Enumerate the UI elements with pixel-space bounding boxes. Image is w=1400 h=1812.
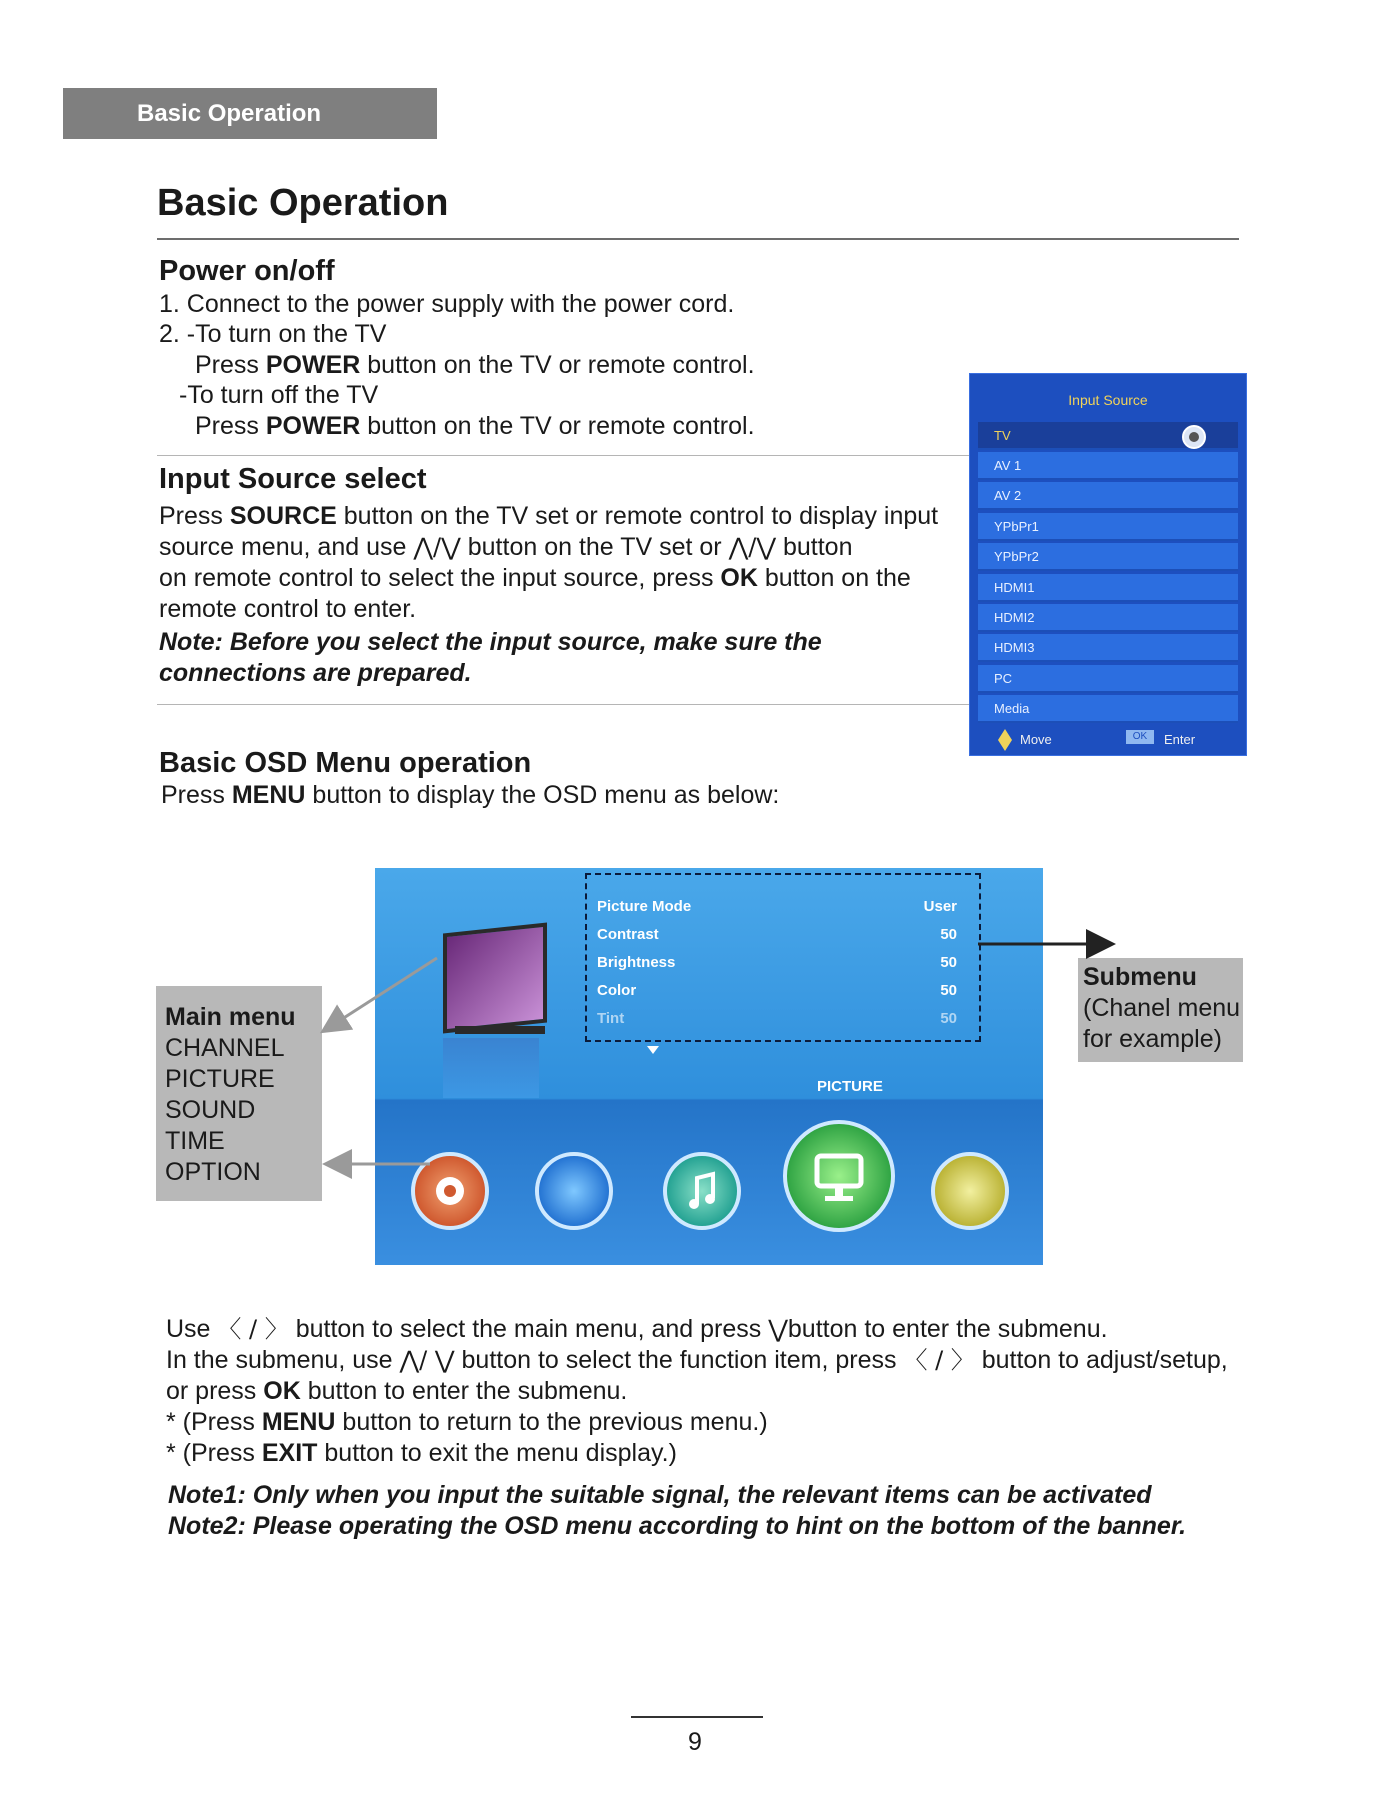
submenu-line-1: (Chanel menu — [1083, 994, 1241, 1022]
input-heading: Input Source select — [159, 463, 427, 495]
osd-line-1: Press MENU button to display the OSD menu as below: — [161, 781, 780, 809]
power-line-2: 2. -To turn on the TV — [159, 320, 387, 348]
source-item-ypbpr1[interactable]: YPbPr1 — [978, 513, 1238, 541]
main-menu-item: SOUND — [165, 1096, 256, 1124]
power-on-instruction: Press POWER button on the TV or remote control. — [195, 351, 755, 379]
section-tab-label: Basic Operation — [137, 100, 322, 127]
main-menu-item: PICTURE — [165, 1065, 275, 1093]
source-item-pc[interactable]: PC — [978, 665, 1238, 693]
input-line-4: remote control to enter. — [159, 595, 417, 623]
submenu-line-2: for example) — [1083, 1025, 1222, 1053]
submenu-title: Submenu — [1083, 963, 1197, 991]
submenu-row-picture-mode[interactable]: Picture Mode User — [597, 898, 957, 915]
power-heading: Power on/off — [159, 255, 335, 287]
source-item-hdmi3[interactable]: HDMI3 — [978, 634, 1238, 662]
move-label: Move — [1020, 732, 1052, 747]
source-item-tv[interactable]: TV — [978, 422, 1238, 450]
main-menu-title: Main menu — [165, 1003, 296, 1031]
page-title: Basic Operation — [157, 182, 449, 224]
source-item-ypbpr2[interactable]: YPbPr2 — [978, 543, 1238, 571]
submenu-row-brightness[interactable]: Brightness 50 — [597, 954, 957, 971]
input-source-title: Input Source — [1068, 392, 1148, 408]
enter-label: Enter — [1164, 732, 1196, 747]
instruction-line-3: or press OK button to enter the submenu. — [166, 1377, 628, 1405]
source-item-av1[interactable]: AV 1 — [978, 452, 1238, 480]
submenu-row-color[interactable]: Color 50 — [597, 982, 957, 999]
osd-caption: PICTURE — [817, 1078, 883, 1095]
power-line-4: -To turn off the TV — [179, 381, 379, 409]
main-menu-item: OPTION — [165, 1158, 261, 1186]
instruction-line-5: * (Press EXIT button to exit the menu display.) — [166, 1439, 677, 1467]
instruction-line-4: * (Press MENU button to return to the previous menu.) — [166, 1408, 768, 1436]
page-number-rule — [631, 1716, 763, 1718]
osd-heading: Basic OSD Menu operation — [159, 747, 532, 779]
input-note-2: connections are prepared. — [159, 659, 472, 687]
source-item-hdmi1[interactable]: HDMI1 — [978, 574, 1238, 602]
input-line-3: on remote control to select the input source, press OK button on the — [159, 564, 911, 592]
source-item-media[interactable]: Media — [978, 695, 1238, 723]
source-item-hdmi2[interactable]: HDMI2 — [978, 604, 1238, 632]
instruction-line-1: Use 〈 / 〉 button to select the main menu, and press ⋁button to enter the submenu. — [166, 1315, 1108, 1343]
main-menu-arrow-top — [325, 958, 437, 1030]
main-menu-item: TIME — [165, 1127, 225, 1155]
page-number: 9 — [688, 1728, 702, 1756]
instruction-line-2: In the submenu, use ⋀/ ⋁ button to select the function item, press 〈 / 〉 button to adjust/setup, — [166, 1346, 1228, 1374]
note-1: Note1: Only when you input the suitable signal, the relevant items can be activated — [168, 1481, 1152, 1509]
main-menu-item: CHANNEL — [165, 1034, 285, 1062]
submenu-row-contrast[interactable]: Contrast 50 — [597, 926, 957, 943]
ok-key-icon: OK — [1126, 730, 1154, 744]
input-note-1: Note: Before you select the input source, make sure the — [159, 628, 822, 656]
submenu-row-tint[interactable]: Tint 50 — [597, 1010, 957, 1027]
power-off-instruction: Press POWER button on the TV or remote control. — [195, 412, 755, 440]
source-item-av2[interactable]: AV 2 — [978, 482, 1238, 510]
note-2: Note2: Please operating the OSD menu according to hint on the bottom of the banner. — [168, 1512, 1187, 1540]
input-line-1: Press SOURCE button on the TV set or remote control to display input — [159, 502, 939, 530]
input-line-2: source menu, and use ⋀/⋁ button on the TV set or ⋀/⋁ button — [159, 533, 853, 561]
power-line-1: 1. Connect to the power supply with the power cord. — [159, 290, 735, 318]
